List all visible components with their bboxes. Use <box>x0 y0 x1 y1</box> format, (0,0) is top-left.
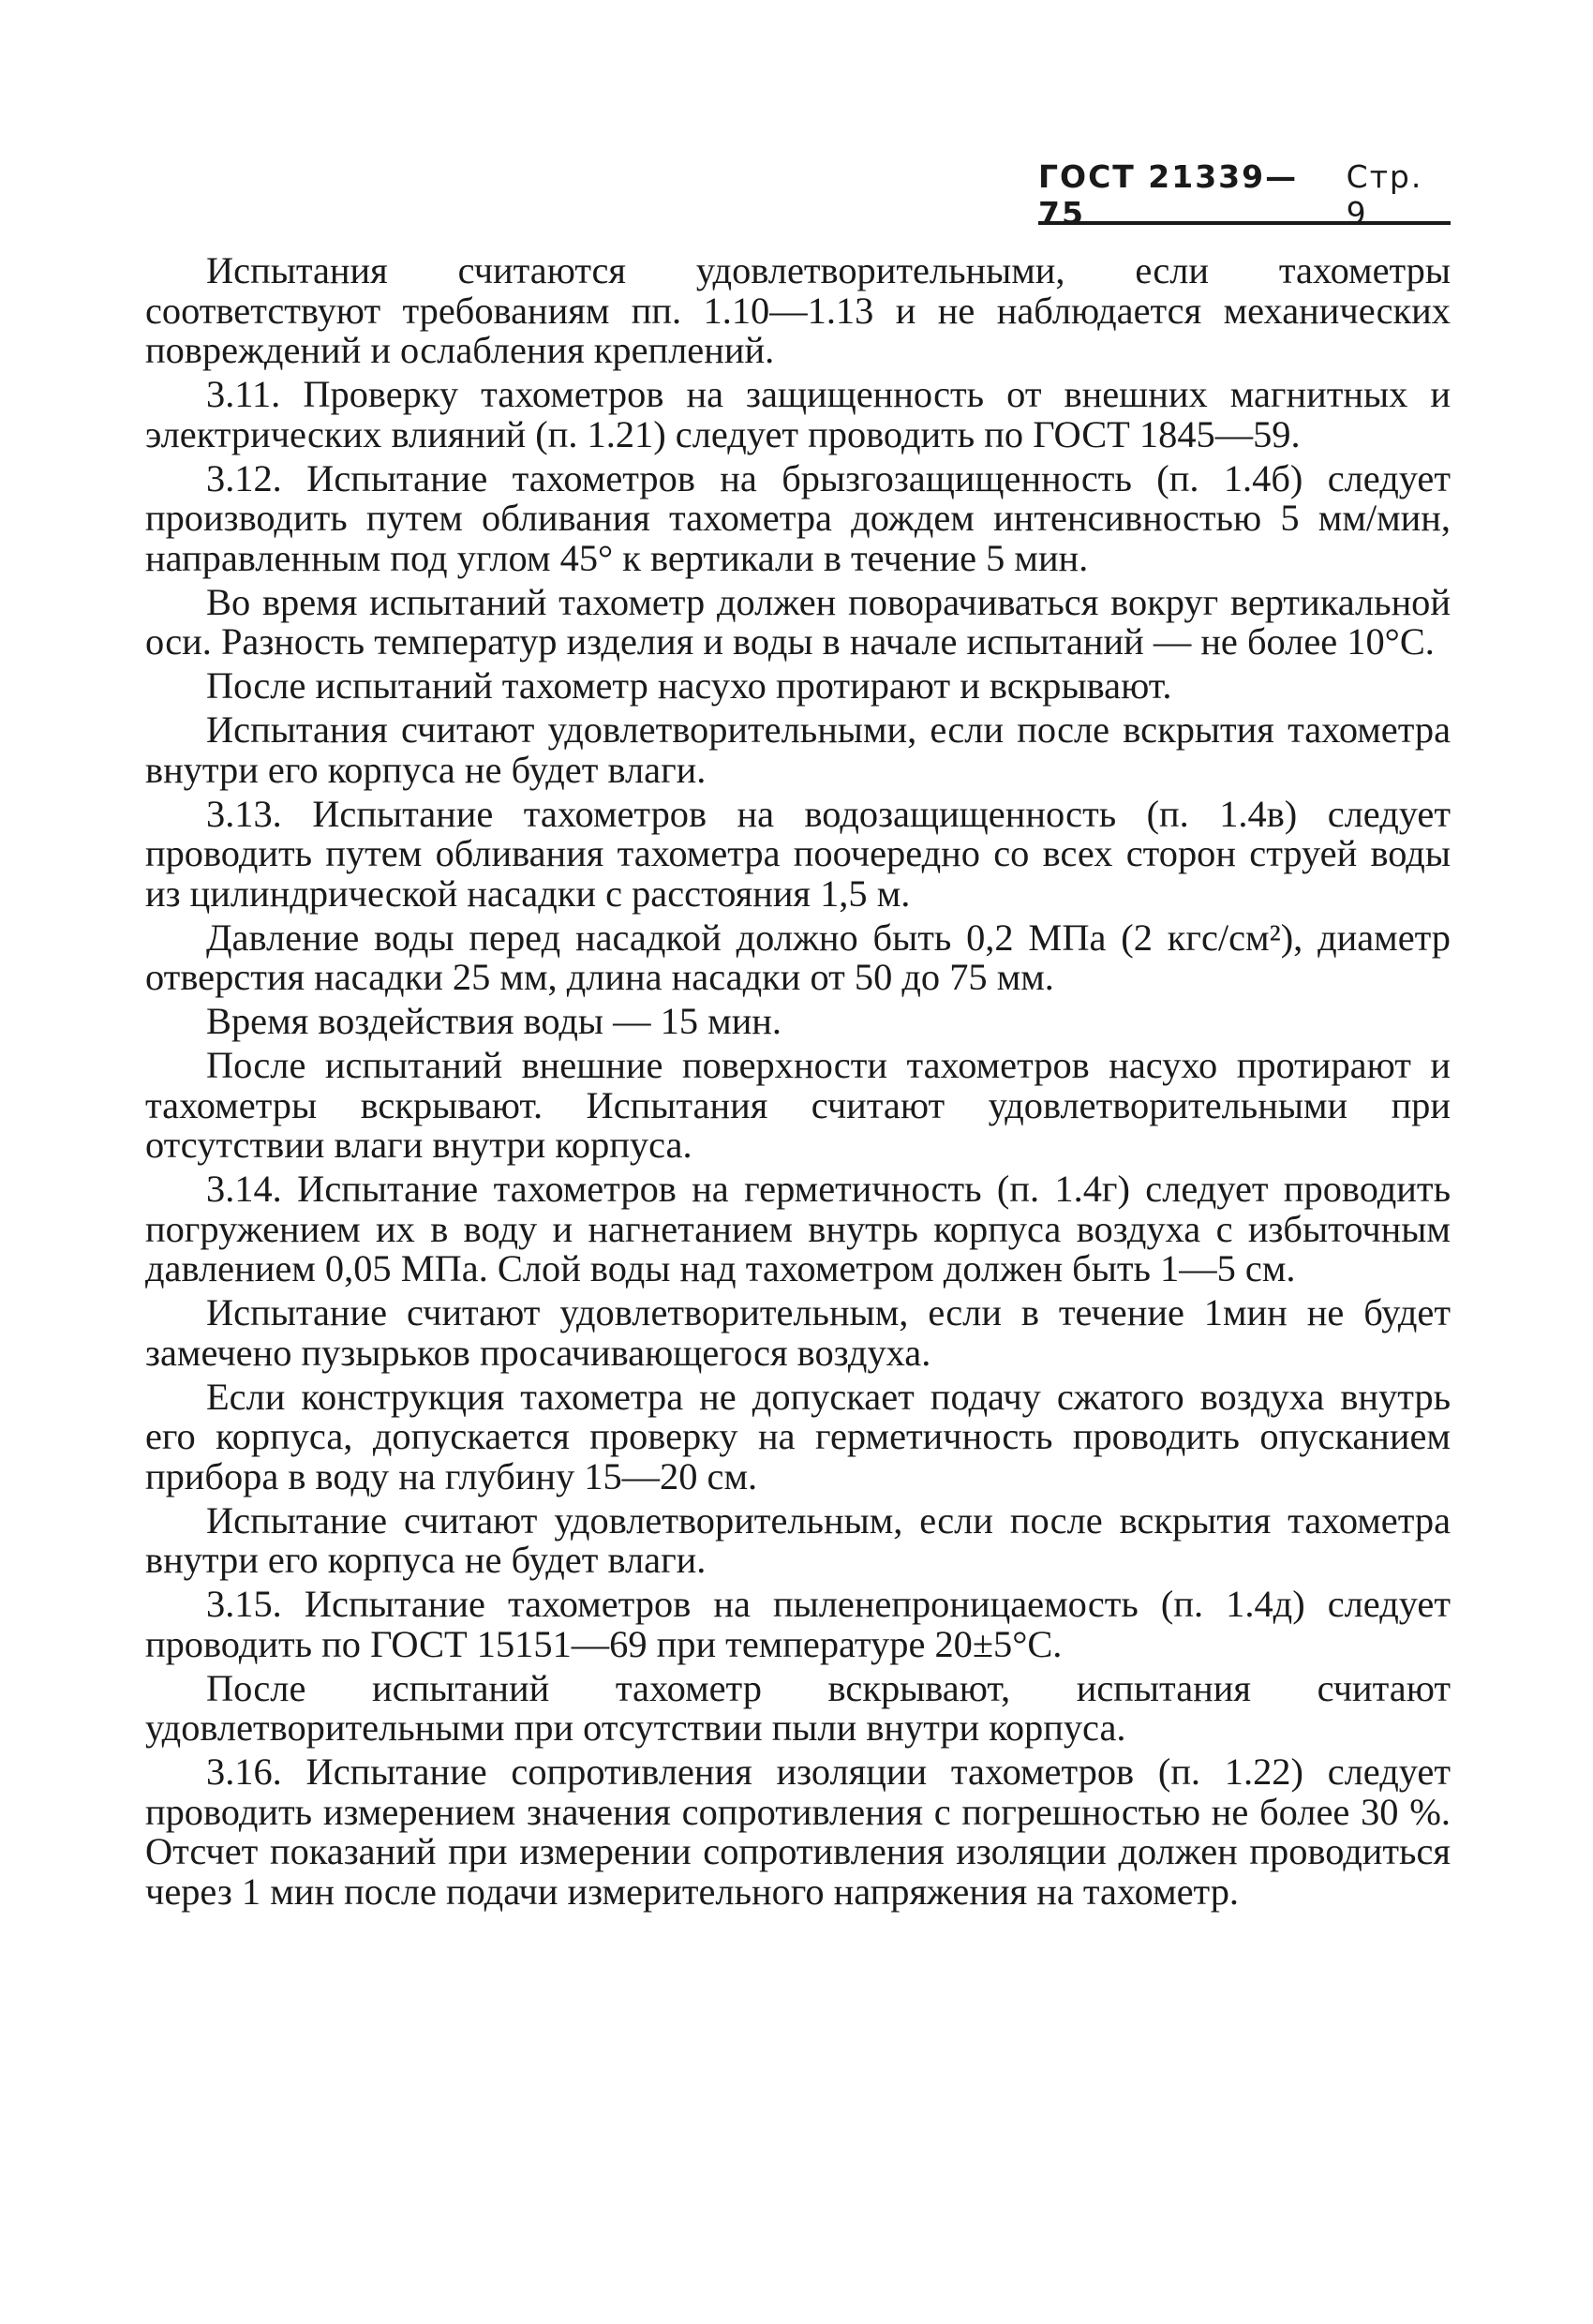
paragraph: Испытания считаются удовлетворительными, если тахометры соответствуют требованиям пп. 1.10—1.13 и не наблюдается механических повреждений и ослабления креплений. <box>145 249 1451 371</box>
paragraph: 3.15. Испытание тахометров на пыленепроницаемость (п. 1.4д) следует проводить по ГОСТ 15151—69 при температуре 20±5°С. <box>145 1583 1451 1665</box>
paragraph: Испытания считают удовлетворительными, если после вскрытия тахометра внутри его корпуса не будет влаги. <box>145 708 1451 791</box>
paragraph: После испытаний внешние поверхности тахометров насухо протирают и тахометры вскрывают. Испытания считают удовлетворительными при отсутствии влаги внутри корпуса. <box>145 1044 1451 1166</box>
paragraph: Испытание считают удовлетворительным, если в течение 1мин не будет замечено пузырьков просачивающегося воздуха. <box>145 1291 1451 1374</box>
paragraph: 3.16. Испытание сопротивления изоляции тахометров (п. 1.22) следует проводить измерением значения сопротивления с погрешностью не более 30 %. Отсчет показаний при измерении сопротивления изоляции должен проводиться через 1 мин после подачи измерительного напряжения на тахометр. <box>145 1750 1451 1913</box>
paragraph: Во время испытаний тахометр должен поворачиваться вокруг вертикальной оси. Разность температур изделия и воды в начале испытаний — не более 10°С. <box>145 580 1451 663</box>
paragraph: 3.13. Испытание тахометров на водозащищенность (п. 1.4в) следует проводить путем обливания тахометра поочередно со всех сторон струей воды из цилиндрической насадки с расстояния 1,5 м. <box>145 792 1451 915</box>
paragraph: 3.14. Испытание тахометров на герметичность (п. 1.4г) следует проводить погружением их в воду и нагнетанием внутрь корпуса воздуха с избыточным давлением 0,05 МПа. Слой воды над тахометром должен быть 1—5 см. <box>145 1168 1451 1289</box>
paragraph: 3.11. Проверку тахометров на защищенность от внешних магнитных и электрических влияний (п. 1.21) следует проводить по ГОСТ 1845—59. <box>145 373 1451 455</box>
paragraph: 3.12. Испытание тахометров на брызгозащищенность (п. 1.4б) следует производить путем обливания тахометра дождем интенсивностью 5 мм/мин, направленным под углом 45° к вертикали в течение 5 мин. <box>145 456 1451 579</box>
page-header <box>1038 158 1451 231</box>
paragraph: Давление воды перед насадкой должно быть 0,2 МПа (2 кгс/см²), диаметр отверстия насадки 25 мм, длина насадки от 50 до 75 мм. <box>145 916 1451 998</box>
paragraph: Если конструкция тахометра не допускает подачу сжатого воздуха внутрь его корпуса, допускается проверку на герметичность проводить опусканием прибора в воду на глубину 15—20 см. <box>145 1375 1451 1497</box>
standard-number: ГОСТ 21339—75 <box>1038 158 1299 231</box>
page-number: Стр. 9 <box>1346 158 1423 231</box>
paragraph: После испытаний тахометр вскрывают, испытания считают удовлетворительными при отсутствии пыли внутри корпуса. <box>145 1666 1451 1749</box>
document-body <box>145 251 1451 1916</box>
paragraph: Время воздействия воды — 15 мин. <box>206 1000 782 1042</box>
paragraph: Испытание считают удовлетворительным, если после вскрытия тахометра внутри его корпуса не будет влаги. <box>145 1498 1451 1581</box>
paragraph: После испытаний тахометр насухо протирают и вскрывают. <box>206 664 1172 707</box>
